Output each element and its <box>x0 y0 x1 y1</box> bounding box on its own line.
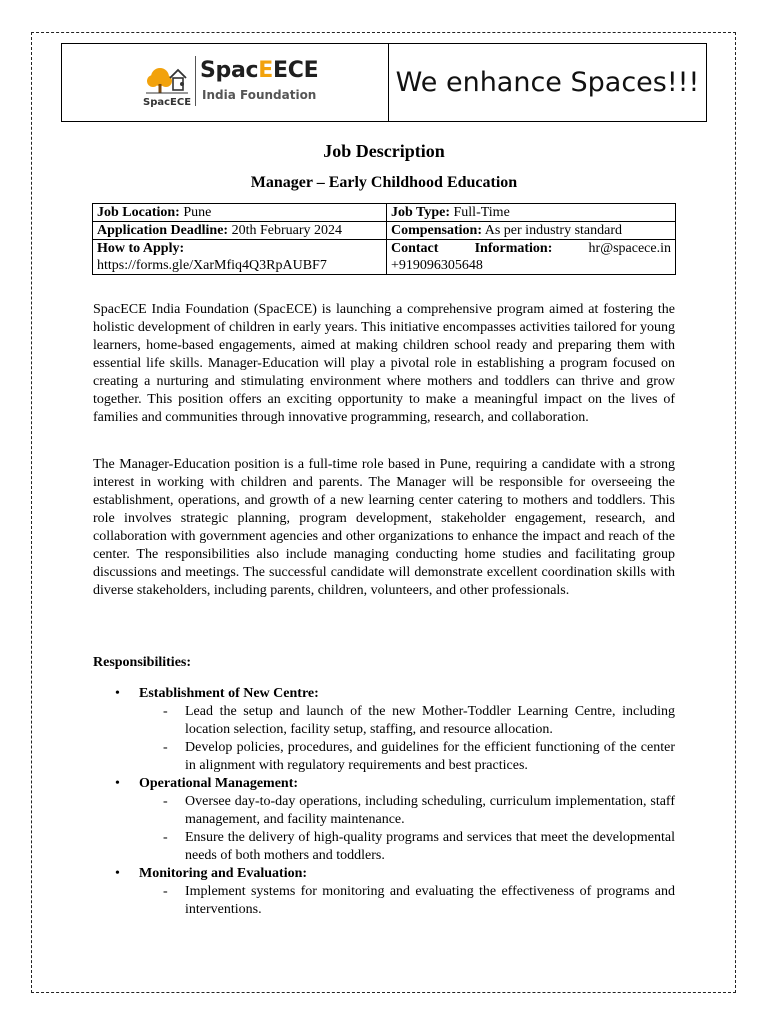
job-location-cell: Job Location: Pune <box>93 204 387 222</box>
responsibility-title: Monitoring and Evaluation: <box>139 866 308 881</box>
contact-cell: Contact Information: hr@spacece.in +919096305648 <box>387 240 676 275</box>
brand-subtitle: India Foundation <box>202 88 317 102</box>
tagline: We enhance Spaces!!! <box>395 67 700 98</box>
logo-small-text: SpacECE <box>143 97 192 108</box>
logo-cell <box>62 44 389 121</box>
responsibility-title: Establishment of New Centre: <box>139 686 319 701</box>
job-info-table <box>92 203 676 275</box>
list-subitem: - Develop policies, procedures, and guidelines for the efficient functioning of the center in alignment with regulatory requirements and best practices. <box>163 740 675 773</box>
list-item <box>93 865 675 883</box>
table-row <box>93 240 676 275</box>
spacece-logo-icon <box>142 60 192 108</box>
role-paragraph: The Manager-Education position is a full-time role based in Pune, requiring a candidate with a strong interest in working with children and parents. The Manager will be responsible for overseeing the establishment, operations, and growth of a new learning center catering to mothers and toddlers. This role involves strategic planning, program development, stakeholder engagement, research, and collaboration with government agencies and other organizations to enhance the impact and reach of the center. The responsibilities also include managing conducting home studies and facilitating group discussions and meetings. The successful candidate will demonstrate excellent coordination skills with diverse stakeholders, including parents, children, volunteers, and other professionals. <box>93 457 675 598</box>
list-subitem: - Implement systems for monitoring and evaluating the effectiveness of programs and interventions. <box>163 884 675 917</box>
list-subitem: - Lead the setup and launch of the new Mother-Toddler Learning Centre, including location selection, facility setup, staffing, and resource allocation. <box>163 704 675 737</box>
apply-link[interactable]: https://forms.gle/XarMfiq4Q3RpAUBF7 <box>97 258 327 273</box>
contact-email[interactable]: hr@spacece.in <box>588 241 671 256</box>
job-type-cell: Job Type: Full-Time <box>387 204 676 222</box>
how-to-apply-cell: How to Apply: https://forms.gle/XarMfiq4Q3RpAUBF7 <box>93 240 387 275</box>
contact-phone: +919096305648 <box>391 258 483 273</box>
brand-name: SpacEECE <box>200 58 319 83</box>
role-title: Manager – Early Childhood Education <box>250 174 518 191</box>
responsibility-title: Operational Management: <box>139 776 299 791</box>
list-subitem: - Ensure the delivery of high-quality programs and services that meet the developmental needs of both mothers and toddlers. <box>163 830 675 863</box>
table-row <box>93 222 676 240</box>
intro-paragraph: SpacECE India Foundation (SpacECE) is launching a comprehensive program aimed at fostering the holistic development of children in early years. This initiative encompasses activities tailored for young learners, home-based engagements, aimed at making children school ready and preparing them with essential life skills. Manager-Education will play a pivotal role in establishing a program focused on creating a nurturing and stimulating environment where mothers and toddlers can thrive and grow together. This position offers an exciting opportunity to make a meaningful impact on the lives of families and communities through innovative programming, research, and collaboration. <box>93 302 675 425</box>
list-subitem: - Oversee day-to-day operations, including scheduling, curriculum implementation, staff management, and facility maintenance. <box>163 794 675 827</box>
responsibilities-list <box>93 685 675 919</box>
table-row <box>93 204 676 222</box>
letterhead <box>61 43 707 122</box>
list-item <box>93 775 675 793</box>
bullet: • <box>115 686 120 701</box>
compensation-cell: Compensation: As per industry standard <box>387 222 676 240</box>
bullet: • <box>115 866 120 881</box>
deadline-cell: Application Deadline: 20th February 2024 <box>93 222 387 240</box>
responsibilities-heading: Responsibilities: <box>93 655 192 670</box>
bullet: • <box>115 776 120 791</box>
document-title: Job Description <box>323 141 445 161</box>
list-item <box>93 685 675 703</box>
logo-divider <box>195 56 196 106</box>
